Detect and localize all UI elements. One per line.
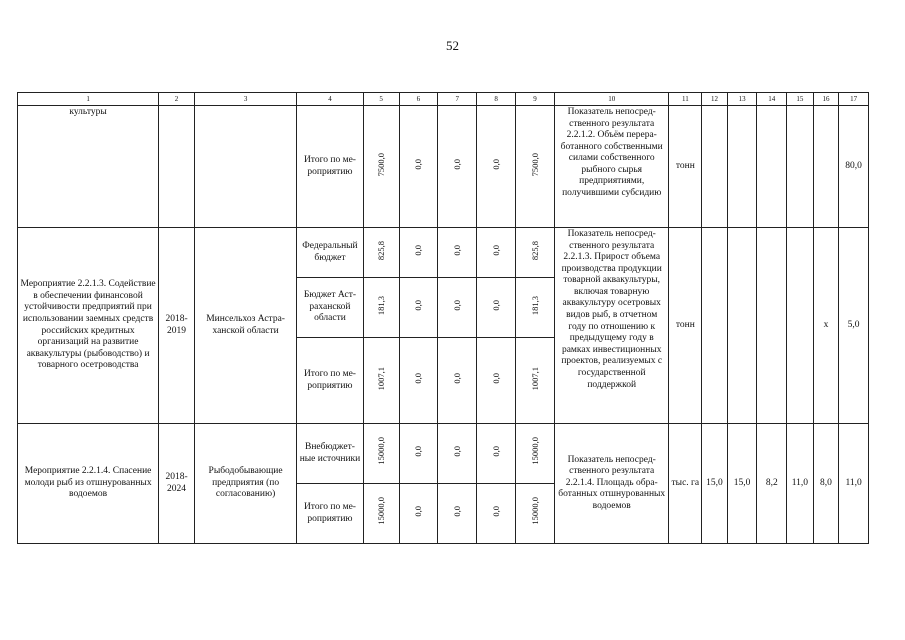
value-col-7: 0,0 [438, 338, 477, 424]
header-col-9: 9 [516, 93, 555, 106]
value-col-13: 15,0 [727, 424, 757, 544]
value-col-9: 825,8 [516, 228, 555, 278]
value-col-5: 181,3 [363, 278, 399, 338]
value-col-17: 11,0 [839, 424, 869, 544]
table-row [18, 424, 869, 484]
executor-cell: Минсельхоз Астраханской области [194, 228, 296, 424]
funding-source: Внебюджетные источники [297, 424, 363, 484]
value-col-8: 0,0 [477, 338, 516, 424]
value-col-16: x [813, 228, 839, 424]
value-col-5: 1007,1 [363, 338, 399, 424]
header-col-10: 10 [554, 93, 669, 106]
header-col-11: 11 [669, 93, 702, 106]
value-col-7: 0,0 [438, 424, 477, 484]
executor-cell: Рыбодобывающие предприятия (по согласованию) [194, 424, 296, 544]
value-col-6: 0,0 [399, 278, 438, 338]
value-col-5: 825,8 [363, 228, 399, 278]
value-col-9: 181,3 [516, 278, 555, 338]
unit-cell: тыс. га [669, 424, 702, 544]
unit-cell: тонн [669, 106, 702, 228]
value-col-5: 7500,0 [363, 106, 399, 228]
header-col-5: 5 [363, 93, 399, 106]
header-col-7: 7 [438, 93, 477, 106]
value-col-7: 0,0 [438, 106, 477, 228]
value-col-9: 1007,1 [516, 338, 555, 424]
funding-source: Итого по мероприятию [297, 484, 363, 544]
value-col-12: 15,0 [702, 424, 728, 544]
period-cell: 2018-2024 [159, 424, 195, 544]
funding-source: Итого по мероприятию [297, 106, 363, 228]
indicator-text: Показатель непосредственного результата 2.2.1.3. Прирост объема производства продукции товарной аквакультуры, включая товарную аквакультуру осетровых видов рыб, в отчетном году по отношению к предыдущему году в рамках инвестиционных проектов, реализуемых с государственной поддержкой [554, 228, 669, 424]
header-col-16: 16 [813, 93, 839, 106]
header-col-1: 1 [18, 93, 159, 106]
value-col-8: 0,0 [477, 278, 516, 338]
measure-name: культуры [18, 106, 159, 228]
value-col-6: 0,0 [399, 228, 438, 278]
funding-source: Бюджет Астраханской области [297, 278, 363, 338]
period-cell [159, 106, 195, 228]
value-col-14: 8,2 [757, 424, 787, 544]
indicator-text: Показатель непосредственного результата 2.2.1.2. Объём переработанного собственными силами собственного рыбного сырья предприятиями, получившими субсидию [554, 106, 669, 228]
header-col-2: 2 [159, 93, 195, 106]
value-col-6: 0,0 [399, 424, 438, 484]
funding-source: Федеральный бюджет [297, 228, 363, 278]
value-col-6: 0,0 [399, 484, 438, 544]
header-col-12: 12 [702, 93, 728, 106]
header-col-14: 14 [757, 93, 787, 106]
program-table [17, 92, 869, 544]
header-col-3: 3 [194, 93, 296, 106]
value-col-5: 15000,0 [363, 424, 399, 484]
indicator-text: Показатель непосредственного результата 2.2.1.4. Площадь обработанных отшнурованных водоемов [554, 424, 669, 544]
unit-cell: тонн [669, 228, 702, 424]
value-col-8: 0,0 [477, 228, 516, 278]
value-col-16: 8,0 [813, 424, 839, 544]
header-col-17: 17 [839, 93, 869, 106]
executor-cell [194, 106, 296, 228]
measure-name: Мероприятие 2.2.1.3. Содействие в обеспечении финансовой устойчивости предприятий при использовании заемных средств российских кредитных организаций на развитие аквакультуры (рыбоводство) и товарного осетроводства [18, 228, 159, 424]
value-col-8: 0,0 [477, 484, 516, 544]
value-col-9: 15000,0 [516, 424, 555, 484]
table-row [18, 228, 869, 278]
value-col-6: 0,0 [399, 106, 438, 228]
header-col-13: 13 [727, 93, 757, 106]
value-col-8: 0,0 [477, 424, 516, 484]
value-col-7: 0,0 [438, 278, 477, 338]
value-col-17: 5,0 [839, 228, 869, 424]
value-col-17: 80,0 [839, 106, 869, 228]
value-col-7: 0,0 [438, 484, 477, 544]
value-col-5: 15000,0 [363, 484, 399, 544]
header-col-4: 4 [297, 93, 363, 106]
period-cell: 2018-2019 [159, 228, 195, 424]
table-row [18, 106, 869, 228]
header-col-15: 15 [787, 93, 814, 106]
header-col-6: 6 [399, 93, 438, 106]
value-col-9: 15000,0 [516, 484, 555, 544]
header-col-8: 8 [477, 93, 516, 106]
header-row [18, 93, 869, 106]
value-col-8: 0,0 [477, 106, 516, 228]
funding-source: Итого по мероприятию [297, 338, 363, 424]
page-number: 52 [446, 38, 459, 53]
value-col-7: 0,0 [438, 228, 477, 278]
measure-name: Мероприятие 2.2.1.4. Спасение молоди рыб из отшнурованных водоемов [18, 424, 159, 544]
value-col-6: 0,0 [399, 338, 438, 424]
value-col-15: 11,0 [787, 424, 814, 544]
value-col-9: 7500,0 [516, 106, 555, 228]
